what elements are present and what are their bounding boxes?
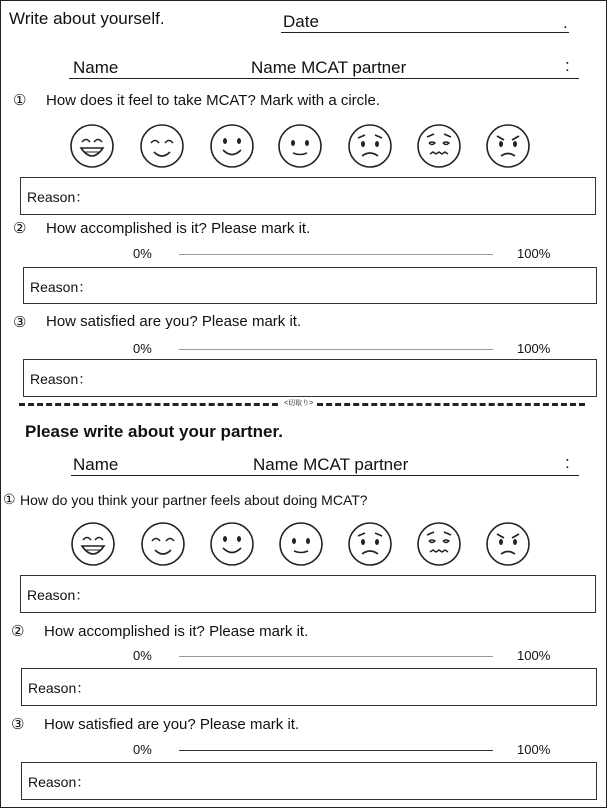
q1-number: ① — [13, 92, 27, 109]
q3-number: ③ — [13, 314, 27, 331]
partner-section-heading: Please write about your partner. — [25, 422, 283, 441]
accomplishment-scale[interactable] — [179, 254, 493, 255]
scale-min-label: 0% — [133, 648, 152, 663]
cut-line-label: <切取り> — [281, 398, 316, 408]
date-dot: . — [563, 13, 568, 32]
partner-q2-text: How accomplished is it? Please mark it. — [44, 623, 309, 640]
worried-face-icon[interactable] — [347, 123, 393, 169]
reason-label: Reason： — [30, 279, 93, 295]
scale-max-label: 100% — [517, 246, 551, 261]
date-label: Date — [283, 12, 319, 31]
scale-min-label: 0% — [133, 742, 152, 757]
reason-label: Reason： — [28, 680, 91, 696]
scale-max-label: 100% — [517, 742, 551, 757]
partner-accomplishment-scale[interactable] — [179, 656, 493, 657]
laughing-face-icon[interactable] — [70, 521, 116, 567]
date-line[interactable] — [281, 32, 569, 33]
angry-face-icon[interactable] — [485, 123, 531, 169]
happy-face-icon[interactable] — [209, 123, 255, 169]
reason-label: Reason： — [27, 189, 90, 205]
name-label: Name — [73, 58, 119, 77]
content-face-icon[interactable] — [277, 123, 323, 169]
scale-max-label: 100% — [517, 341, 551, 356]
name-line[interactable] — [69, 78, 579, 79]
name-colon: : — [565, 453, 570, 472]
worried-face-icon[interactable] — [347, 521, 393, 567]
q2-text: How accomplished is it? Please mark it. — [46, 220, 311, 237]
worksheet-title: Write about yourself. — [9, 9, 165, 28]
scale-min-label: 0% — [133, 341, 152, 356]
reason-box-1[interactable] — [20, 177, 596, 215]
partner-q2-number: ② — [11, 623, 25, 640]
anxious-face-icon[interactable] — [416, 123, 462, 169]
reason-box-3[interactable] — [23, 359, 597, 397]
partner-reason-box-2[interactable] — [21, 668, 597, 706]
laughing-face-icon[interactable] — [69, 123, 115, 169]
partner-satisfaction-scale[interactable] — [179, 750, 493, 751]
partner-reason-box-3[interactable] — [21, 762, 597, 800]
smiling-face-icon[interactable] — [139, 123, 185, 169]
content-face-icon[interactable] — [278, 521, 324, 567]
name-line[interactable] — [71, 475, 579, 476]
reason-label: Reason： — [27, 587, 90, 603]
partner-q3-text: How satisfied are you? Please mark it. — [44, 716, 300, 733]
partner-name-label: Name MCAT partner — [253, 455, 409, 474]
partner-q3-number: ③ — [11, 716, 25, 733]
partner-q1-number: ① — [3, 491, 16, 507]
partner-reason-box-1[interactable] — [20, 575, 596, 613]
name-label: Name — [73, 455, 119, 474]
reason-box-2[interactable] — [23, 267, 597, 304]
happy-face-icon[interactable] — [209, 521, 255, 567]
name-colon: : — [565, 56, 570, 75]
q1-text: How does it feel to take MCAT? Mark with a circle. — [46, 92, 380, 109]
partner-name-label: Name MCAT partner — [251, 58, 407, 77]
scale-min-label: 0% — [133, 246, 152, 261]
reason-label: Reason： — [30, 371, 93, 387]
satisfaction-scale[interactable] — [179, 349, 493, 350]
reason-label: Reason： — [28, 774, 91, 790]
smiling-face-icon[interactable] — [140, 521, 186, 567]
scale-max-label: 100% — [517, 648, 551, 663]
q3-text: How satisfied are you? Please mark it. — [46, 313, 302, 330]
anxious-face-icon[interactable] — [416, 521, 462, 567]
partner-q1-text: How do you think your partner feels about doing MCAT? — [20, 492, 368, 508]
angry-face-icon[interactable] — [485, 521, 531, 567]
q2-number: ② — [13, 220, 27, 237]
